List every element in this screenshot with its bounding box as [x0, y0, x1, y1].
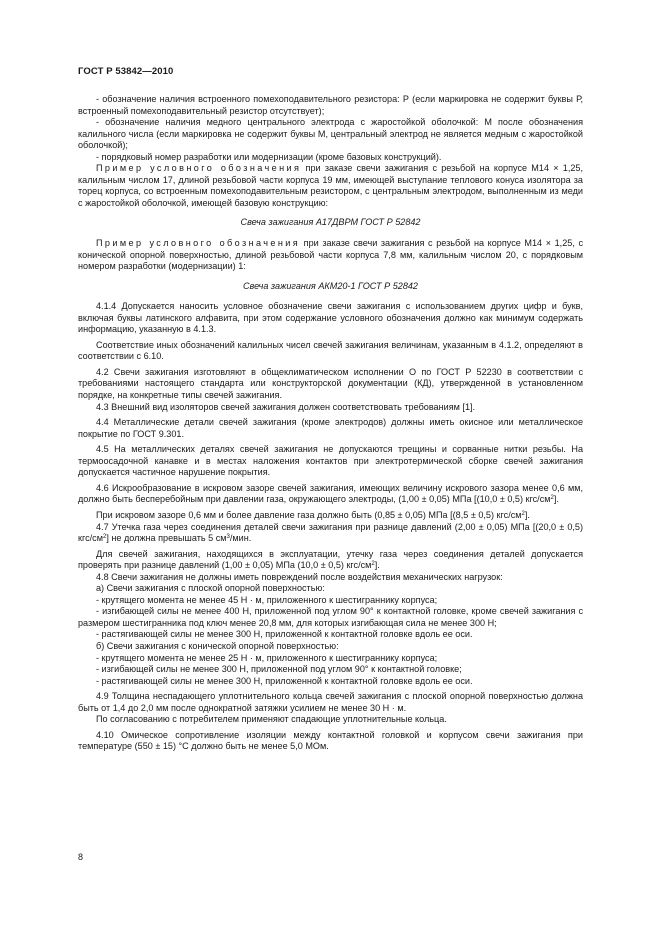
example-label: Пример условного обозначения	[96, 238, 301, 249]
example-2-text: при заказе свечи зажигания с резьбой на корпусе М14 × 1,25, с конической опорной поверхностью, длиной резьбовой части корпуса 7,8 мм, калильным числом 20, с порядковым номером разработки (модернизации) 1:	[78, 238, 583, 272]
paragraph-heat-range: Соответствие иных обозначений калильных чисел свечей зажигания величинам, указанным в 4.1.2, определяют в соответствии с 6.10.	[78, 339, 583, 362]
paragraph-conical-seat: б) Свечи зажигания с конической опорной поверхностью:	[96, 640, 339, 651]
paragraph-4-3: 4.3 Внешний вид изоляторов свечей зажигания должен соответствовать требованиям [1].	[96, 401, 476, 412]
paragraph-4-6	[78, 483, 583, 506]
list-item-tension-conical: - растягивающей силы не менее 300 Н, приложенной к контактной головке вдоль ее оси.	[96, 675, 473, 686]
list-item-torque-conical: - крутящего момента не менее 25 Н · м, приложенного к шестиграннику корпуса;	[96, 652, 438, 663]
paragraph-4-1-4: 4.1.4 Допускается наносить условное обозначение свечи зажигания с использованием других цифр и букв, включая буквы латинского алфавита, при этом содержание условного обозначения должно как минимум содержать информацию, указанную в 4.1.3.	[78, 301, 583, 335]
list-item-bending: - изгибающей силы не менее 400 Н, приложенной под углом 90° к контактной головке, кроме свечей зажигания с размером шестигранника под ключ менее 20,8 мм, для которых изгибающая сила не менее 300 Н;	[78, 606, 583, 628]
paragraph-resistor: - обозначение наличия встроенного помехоподавительного резистора: Р (если маркировка не содержит буквы Р, встроенный помехоподавительный резистор отсутствует);	[78, 94, 583, 116]
text-segment: 4.7 Утечка газа через соединения деталей свечи зажигания при разнице давлений (2,00 ± 0,05) МПа [(20,0 ± 0,5) кгс/см	[78, 521, 583, 544]
paragraph-leakage-check	[78, 549, 583, 572]
list-item-bending-conical: - изгибающей силы не менее 300 Н, приложенной под углом 90° к контактной головке;	[96, 664, 462, 675]
superscript: 2	[371, 561, 375, 568]
superscript: 2	[521, 510, 525, 517]
text-segment: ].	[524, 509, 530, 520]
text-segment: ].	[374, 560, 380, 571]
example-designation-1: Свеча зажигания А17ДВРМ ГОСТ Р 52842	[240, 217, 421, 228]
superscript: 3	[226, 534, 230, 541]
document-body	[78, 94, 583, 753]
text-segment: 4.6 Искрообразование в искровом зазоре свечей зажигания, имеющих величину искрового зазора менее 0,6 мм, должно быть бесперебойным при давлении газа, окружающего электроды, (1,00 ± 0,05) МПа [(10,0 ± 0,5) кгс/см	[78, 482, 583, 505]
text-segment: Для свечей зажигания, находящихся в эксплуатации, утечку газа через соединения деталей допускается проверять при разнице давлений (1,00 ± 0,05) МПа (10,0 ± 0,5) кгс/см	[78, 548, 583, 571]
paragraph-4-4: 4.4 Металлические детали свечей зажигания (кроме электродов) должны иметь окисное или металлическое покрытие по ГОСТ 9.301.	[78, 417, 583, 439]
document-header: ГОСТ Р 53842—2010	[78, 66, 174, 77]
paragraph-4-5: 4.5 На металлических деталях свечей зажигания не допускаются трещины и сорванные нитки резьбы. На термоосадочной канавке и в местах наложения контактов при электротермической сборке свечей зажигания допускается частичное нарушение покрытия.	[78, 444, 583, 478]
paragraph-4-7	[78, 522, 583, 545]
superscript: 2	[550, 495, 554, 502]
list-item-torque: - крутящего момента не менее 45 Н · м, приложенного к шестиграннику корпуса;	[96, 594, 438, 605]
page-number: 8	[78, 852, 84, 862]
paragraph-sealing-rings: По согласованию с потребителем применяют спадающие уплотнительные кольца.	[96, 714, 447, 725]
paragraph-4-10: 4.10 Омическое сопротивление изоляции между контактной головкой и корпусом свечи зажигания при температуре (550 ± 15) °С должно быть не менее 5,0 МОм.	[78, 729, 583, 752]
paragraph-flat-seat: а) Свечи зажигания с плоской опорной поверхностью:	[96, 583, 325, 594]
paragraph-spark-gap	[78, 510, 583, 522]
paragraph-example-2	[78, 238, 583, 273]
paragraph-4-8: 4.8 Свечи зажигания не должны иметь повреждений после воздействия механических нагрузок:	[96, 571, 503, 582]
text-segment: При искровом зазоре 0,6 мм и более давление газа должно быть (0,85 ± 0,05) МПа [(8,5 ± 0,5) кгс/см	[96, 509, 522, 520]
example-label: Пример условного обозначения	[96, 163, 302, 174]
paragraph-4-2: 4.2 Свечи зажигания изготовляют в общеклиматическом исполнении О по ГОСТ Р 52230 в соответствии с требованиями настоящего стандарта или конструкторской документации (КД), утвержденной в установленном порядке, на конкретные типы свечей зажигания.	[78, 366, 583, 401]
paragraph-serial-number: - порядковый номер разработки или модернизации (кроме базовых конструкций).	[96, 151, 442, 162]
paragraph-4-9: 4.9 Толщина неспадающего уплотнительного кольца свечей зажигания с плоской опорной поверхностью должна быть от 1,4 до 2,0 мм после однократной затяжки усилием не менее 30 Н · м.	[78, 691, 583, 713]
paragraph-example-1	[78, 163, 583, 209]
list-item-tension: - растягивающей силы не менее 300 Н, приложенной к контактной головке вдоль ее оси.	[96, 629, 473, 640]
paragraph-copper-electrode: - обозначение наличия медного центрального электрода с жаростойкой оболочкой: М после обозначения калильного числа (если маркировка не содержит буквы М, центральный электрод не является медным с жаростойкой оболочкой);	[78, 117, 583, 151]
text-segment: ].	[553, 494, 559, 505]
superscript: 2	[102, 534, 107, 541]
example-1-text: при заказе свечи зажигания с резьбой на корпусе М14 × 1,25, калильным числом 17, длиной резьбовой части корпуса 19 мм, имеющей выступание теплового конуса изолятора за торец корпуса, со встроенным помехоподавительным резистором, с центральным электродом, выполненным из меди с жаростойкой оболочкой, имеющей базовую конструкцию:	[78, 163, 583, 208]
text-segment: /мин.	[229, 533, 252, 544]
text-segment: ] не должна превышать 5 см	[106, 533, 227, 544]
example-designation-2: Свеча зажигания АКМ20-1 ГОСТ Р 52842	[242, 280, 418, 291]
